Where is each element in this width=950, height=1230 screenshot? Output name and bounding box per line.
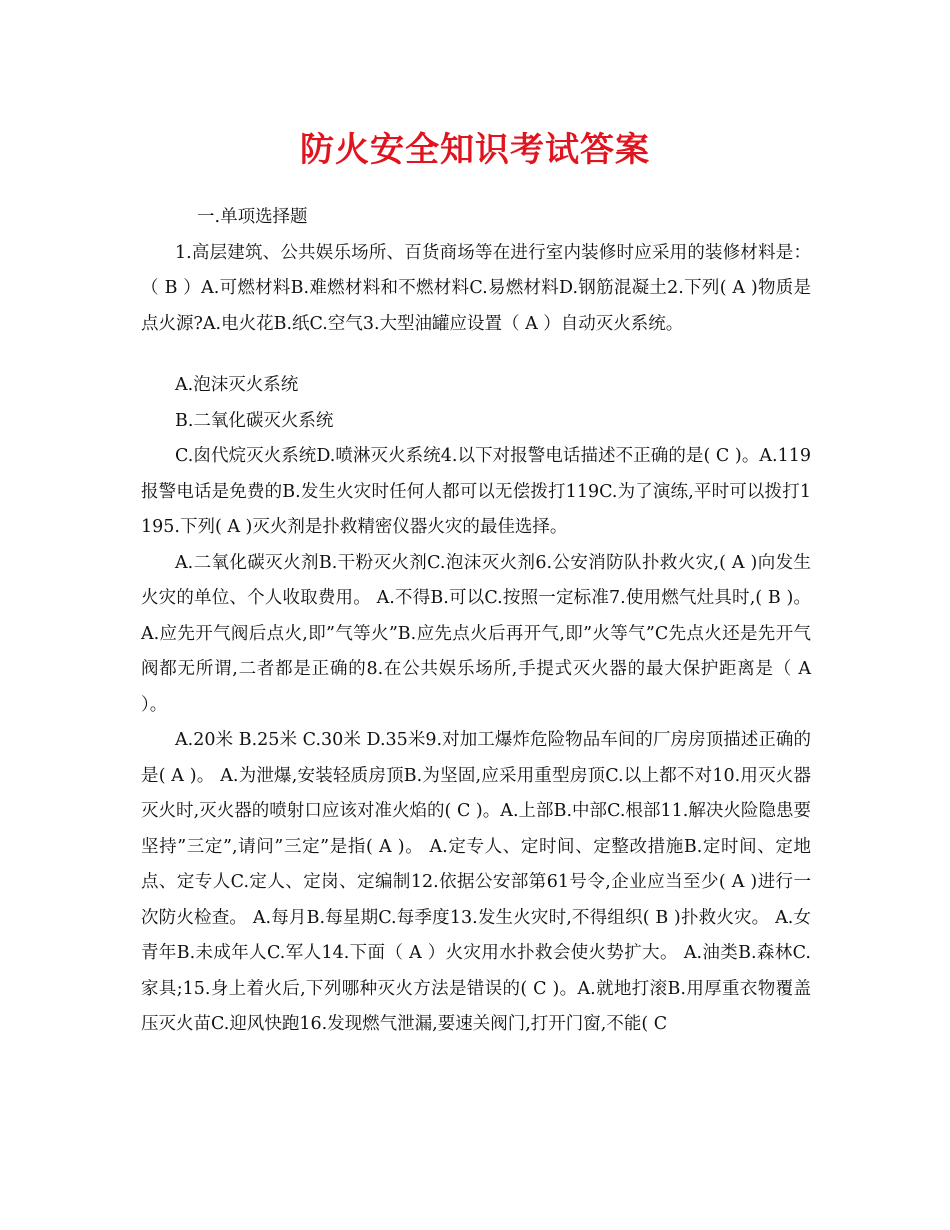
paragraph-questions-3-5: C.囱代烷灭火系统D.喷淋灭火系统4.以下对报警电话描述不正确的是( C )。A.119报警电话是免费的B.发生火灾时任何人都可以无偿拨打119C.为了演练,平时可以拨打1195.下列( A )灭火剂是扑救精密仪器火灾的最佳选择。 — [141, 446, 811, 537]
section-heading: 一.单项选择题 — [197, 207, 308, 227]
paragraph-gap — [141, 342, 811, 368]
paragraph-option-b: B.二氧化碳灭火系统 — [175, 410, 334, 431]
document-body — [141, 200, 811, 1043]
paragraph-questions-5-8: A.二氧化碳灭火剂B.干粉灭火剂C.泡沫灭火剂6.公安消防队扑救火灾,( A )向发生火灾的单位、个人收取费用。 A.不得B.可以C.按照一定标准7.使用燃气灶具时,( B )。 A.应先开气阀后点火,即”气等火”B.应先点火后再开气,即”火等气”C先点火还是先开气阀都无所谓,二者都是正确的8.在公共娱乐场所,手提式灭火器的最大保护距离是（ A ）。 — [141, 552, 811, 715]
paragraph-questions-1-3: 1.高层建筑、公共娱乐场所、百货商场等在进行室内装修时应采用的装修材料是：（ B ）A.可燃材料B.难燃材料和不燃材料C.易燃材料D.钢筋混凝土2.下列( A )物质是点火源?A.电火花B.纸C.空气3.大型油罐应设置（ A ）自动灭火系统。 — [141, 242, 811, 334]
paragraph-option-a: A.泡沫灭火系统 — [175, 375, 299, 395]
document-title: 防火安全知识考试答案 — [300, 130, 650, 170]
paragraph-questions-8-16: A.20米 B.25米 C.30米 D.35米9.对加工爆炸危险物品车间的厂房房顶描述正确的是( A )。 A.为泄爆,安装轻质房顶B.为坚固,应采用重型房顶C.以上都不对10.用灭火器灭火时,灭火器的喷射口应该对准火焰的( C )。A.上部B.中部C.根部11.解决火险隐患要坚持”三定”,请问”三定”是指( A )。 A.定专人、定时间、定整改措施B.定时间、定地点、定专人C.定人、定岗、定编制12.依据公安部第61号令,企业应当至少( A )进行一次防火检查。 A.每月B.每星期C.每季度13.发生火灾时,不得组织( B )扑救火灾。 A.女青年B.未成年人C.军人14.下面（ A ）火灾用水扑救会使火势扩大。 A.油类B.森林C.家具;15.身上着火后,下列哪种灭火方法是错误的( C )。A.就地打滚B.用厚重衣物覆盖压灭火苗C.迎风快跑16.发现燃气泄漏,要速关阀门,打开门窗,不能( C — [141, 730, 811, 1034]
